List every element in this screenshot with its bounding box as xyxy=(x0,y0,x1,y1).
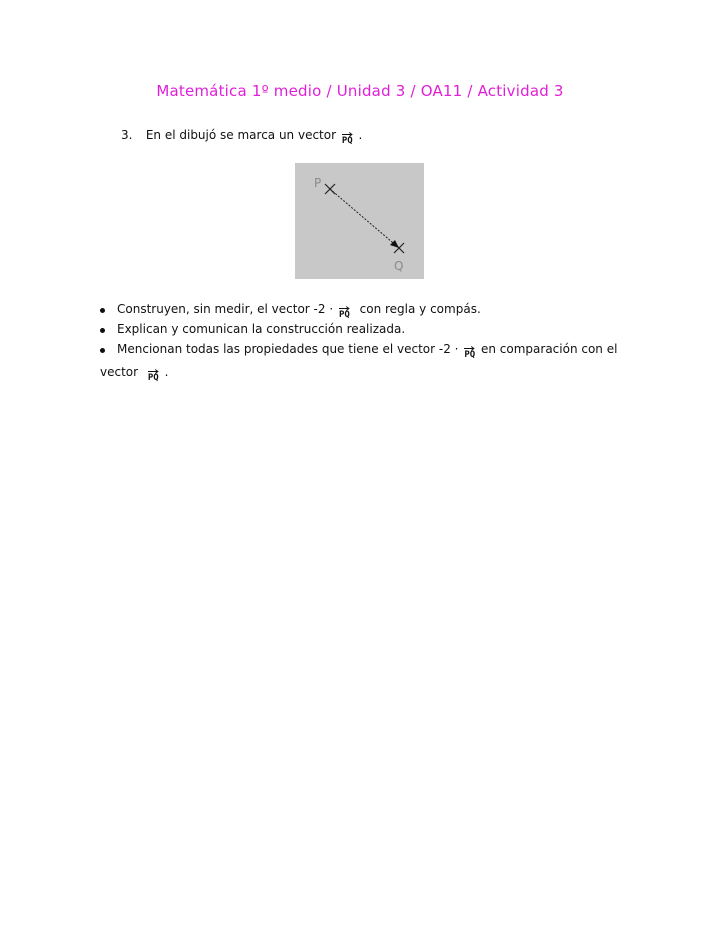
vector-pq-symbol xyxy=(148,369,159,383)
bullet-icon xyxy=(100,308,105,313)
vector-arrow-icon xyxy=(148,369,159,374)
bullet-list xyxy=(98,302,618,362)
bullet-text: Explican y comunican la construcción realizada. xyxy=(117,322,406,336)
bullet-text-after: con regla y compás. xyxy=(359,302,481,316)
vector-label: PQ xyxy=(341,136,353,146)
continuation-text: vector xyxy=(100,365,139,379)
continuation-end: . xyxy=(164,365,169,379)
bullet-icon xyxy=(100,328,105,333)
vector-pq-symbol xyxy=(464,346,475,360)
bullet-icon xyxy=(100,348,105,353)
bullet-text-after: en comparación con el xyxy=(480,342,618,356)
list-item xyxy=(98,342,618,362)
point-q-label: Q xyxy=(394,259,404,273)
question-number: 3. xyxy=(121,128,133,142)
vector-label: PQ xyxy=(464,350,476,360)
bullet-text-before: Construyen, sin medir, el vector -2 · xyxy=(117,302,334,316)
vector-arrow-icon xyxy=(342,132,353,137)
bullet-text-before: Mencionan todas las propiedades que tiene el vector -2 · xyxy=(117,342,459,356)
segment-pq xyxy=(330,189,399,248)
page-title: Matemática 1º medio / Unidad 3 / OA11 / Actividad 3 xyxy=(156,82,564,100)
vector-label: PQ xyxy=(338,310,350,320)
list-item xyxy=(98,302,618,322)
vector-pq-symbol xyxy=(342,132,353,146)
vector-arrow-icon xyxy=(339,306,350,311)
question-3 xyxy=(121,128,362,146)
list-item xyxy=(98,322,618,342)
question-text: En el dibujó se marca un vector xyxy=(145,128,337,142)
question-end: . xyxy=(358,128,363,142)
vector-arrow-icon xyxy=(464,346,475,351)
vector-label: PQ xyxy=(147,373,159,383)
bullet-continuation xyxy=(100,365,168,383)
vector-diagram xyxy=(295,163,424,279)
point-p-label: P xyxy=(314,176,322,190)
vector-pq-symbol xyxy=(339,306,350,320)
